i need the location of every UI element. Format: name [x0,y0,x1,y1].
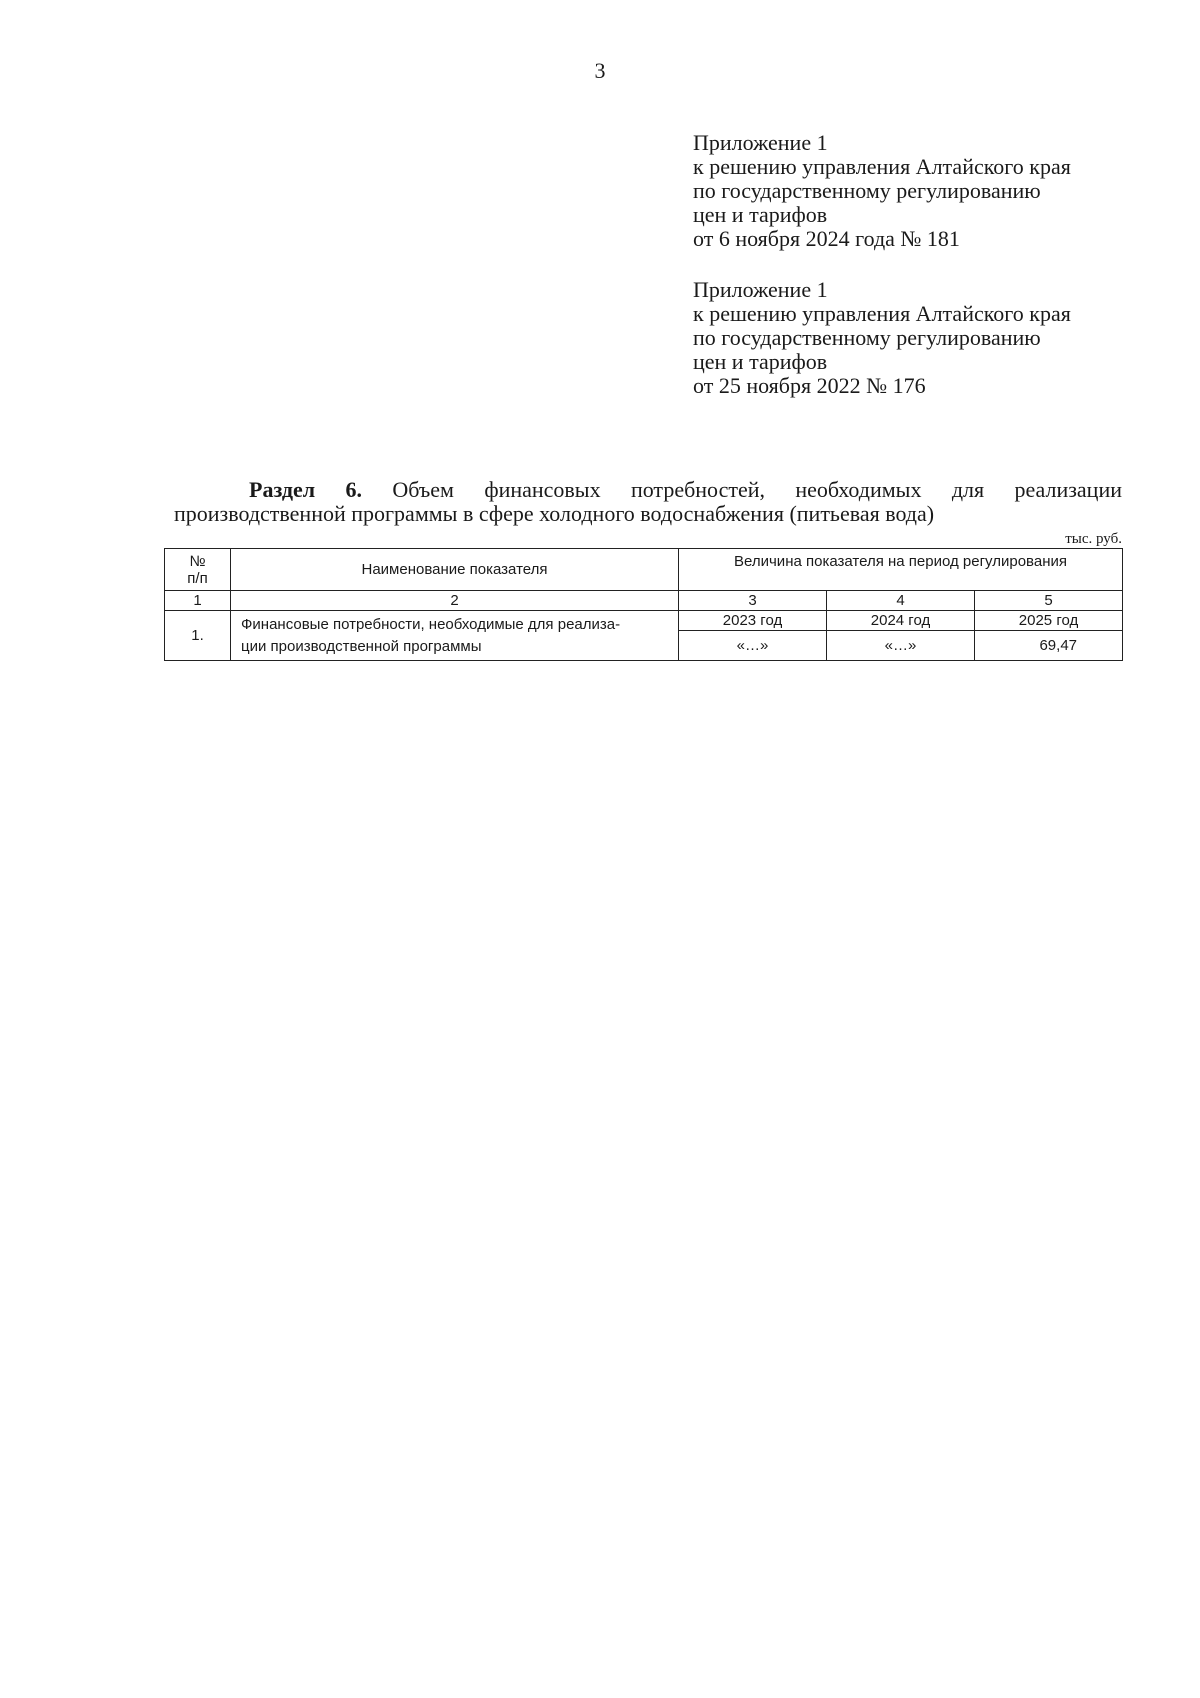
annex-line: к решению управления Алтайского края [693,301,1071,326]
row-number: 1. [165,611,231,661]
annex-header-current [693,131,1071,251]
financial-needs-table [164,548,1123,661]
annex-line: по государственному регулированию [693,325,1041,350]
column-number: 3 [679,591,827,611]
table-row [165,611,1123,631]
annex-line: цен и тарифов [693,349,828,374]
page-number: 3 [594,58,606,83]
col-header-number-sign: № [189,552,206,570]
table-header-row [165,549,1123,591]
section-title-part1: Объем финансовых потребностей, необходимых для реализации [392,477,1123,502]
col-header-number [165,549,231,591]
indicator-name [231,611,679,661]
annex-date-number: от 6 ноября 2024 года № 181 [693,226,960,251]
section-label: Раздел 6. [249,477,362,502]
indicator-name-line2: ции производственной программы [241,637,482,655]
period-value: «…» [827,631,975,661]
period-year: 2024 год [827,611,975,631]
annex-title: Приложение 1 [693,277,828,302]
col-header-value: Величина показателя на период регулирования [679,549,1123,591]
section-heading-line1 [174,478,1122,502]
period-value: 69,47 [975,631,1123,661]
column-number: 1 [165,591,231,611]
section-heading [174,478,1122,526]
period-year: 2023 год [679,611,827,631]
annex-date-number: от 25 ноября 2022 № 176 [693,373,926,398]
column-number: 5 [975,591,1123,611]
annex-line: по государственному регулированию [693,178,1041,203]
column-number: 2 [231,591,679,611]
annex-line: цен и тарифов [693,202,828,227]
column-number-row [165,591,1123,611]
annex-line: к решению управления Алтайского края [693,154,1071,179]
annex-header-original [693,278,1071,398]
col-header-name: Наименование показателя [231,549,679,591]
annex-title: Приложение 1 [693,130,828,155]
section-title-part2: производственной программы в сфере холодного водоснабжения (питьевая вода) [174,501,935,526]
units-label: тыс. руб. [1065,531,1122,547]
column-number: 4 [827,591,975,611]
col-header-number-abbr: п/п [187,569,208,587]
period-value: «…» [679,631,827,661]
indicator-name-line1: Финансовые потребности, необходимые для реализа- [241,615,621,633]
period-year: 2025 год [975,611,1123,631]
